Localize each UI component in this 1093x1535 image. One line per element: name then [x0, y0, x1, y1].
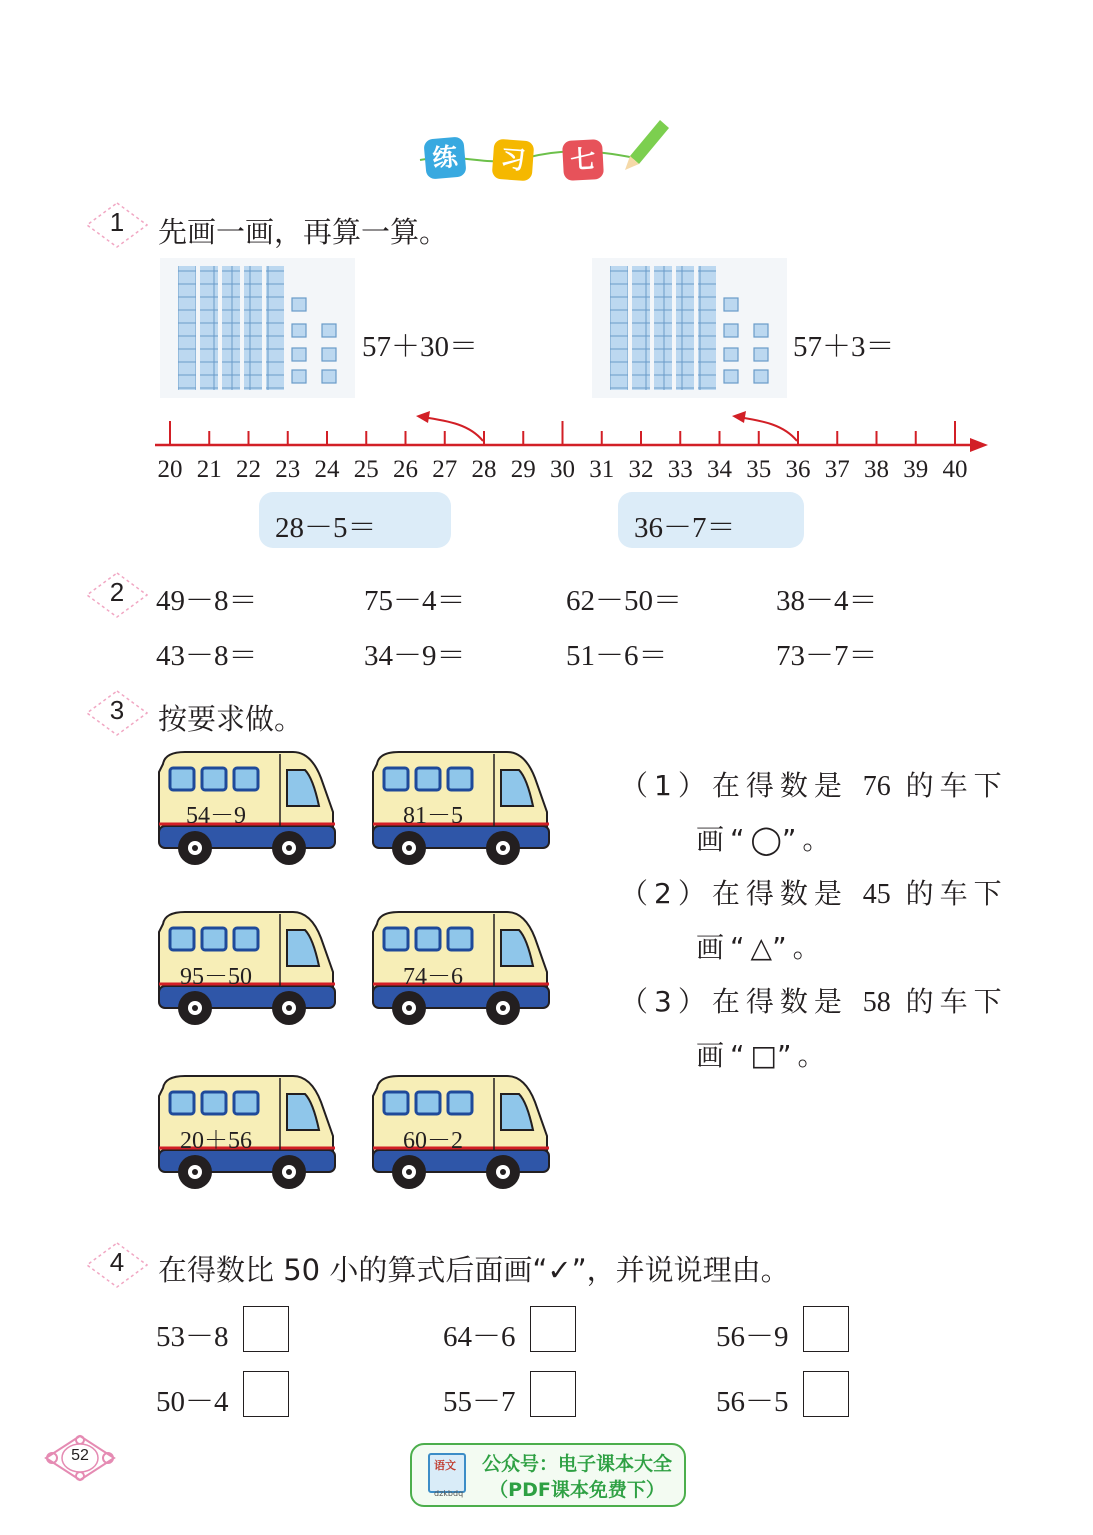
- number-line-arrow-icon: [970, 438, 988, 452]
- q3-instruction-2: （2）在得数是 45 的车下: [620, 877, 1008, 910]
- q2-expression: 51－6＝: [566, 640, 668, 672]
- number-line-label: 25: [353, 456, 379, 483]
- q3-instruction-1-line2: 画“◯”。: [696, 823, 837, 856]
- q3-instruction: 按要求做。: [158, 702, 304, 736]
- triangle-symbol: △: [750, 931, 773, 964]
- number-line-label: 40: [942, 456, 968, 483]
- number-line-label: 28: [471, 456, 497, 483]
- number-line-label: 26: [393, 456, 418, 483]
- q4-expression: 64－6: [443, 1321, 516, 1353]
- bus-expression: 60－2: [403, 1128, 463, 1154]
- number-line-label: 37: [824, 456, 850, 483]
- number-line-label: 27: [432, 456, 458, 483]
- q1-box-expression-left: 28－5＝: [275, 512, 377, 544]
- watermark-badge: [410, 1443, 686, 1507]
- q2-expression: 73－7＝: [776, 640, 878, 672]
- q4-answer-box[interactable]: [530, 1371, 576, 1417]
- base-ten-blocks-right: [592, 258, 787, 398]
- number-line-label: 23: [275, 456, 301, 483]
- question-number-2: 2: [86, 572, 148, 618]
- number-line-label: 24: [314, 456, 340, 483]
- square-symbol: □: [750, 1039, 777, 1072]
- number-line-label: 21: [196, 456, 222, 483]
- q4-instruction: 在得数比 50 小的算式后面画“✓”，并说说理由。: [158, 1253, 790, 1287]
- q4-answer-box[interactable]: [803, 1371, 849, 1417]
- title-char-1: 练: [423, 136, 466, 179]
- q3-instruction-3-line2: 画“□”。: [696, 1039, 832, 1072]
- q1-expression-left: 57＋30＝: [362, 331, 479, 363]
- q4-expression: 55－7: [443, 1386, 516, 1418]
- page-number: 52: [71, 1447, 89, 1464]
- number-line-label: 33: [667, 456, 693, 483]
- q1-instruction: 先画一画，再算一算。: [158, 215, 449, 249]
- number-line-label: 36: [785, 456, 811, 483]
- jump-arrow-right: [732, 411, 797, 441]
- number-line-label: 35: [746, 456, 772, 483]
- q1-expression-right: 57＋3＝: [793, 331, 895, 363]
- book-icon: 语文: [428, 1453, 466, 1493]
- watermark-icon-caption: dzkbdq: [434, 1489, 464, 1498]
- q3-instruction-3: （3）在得数是 58 的车下: [620, 985, 1008, 1018]
- q2-expression: 49－8＝: [156, 585, 258, 617]
- q2-expression: 62－50＝: [566, 585, 683, 617]
- base-ten-blocks-left: [160, 258, 355, 398]
- q2-expression: 75－4＝: [364, 585, 466, 617]
- question-number-4: 4: [86, 1242, 148, 1288]
- number-line-label: 32: [628, 456, 654, 483]
- q4-expression: 56－5: [716, 1386, 789, 1418]
- q4-answer-box[interactable]: [243, 1371, 289, 1417]
- circle-symbol: ◯: [750, 823, 782, 856]
- number-line: [140, 405, 1000, 460]
- q2-expression: 43－8＝: [156, 640, 258, 672]
- q4-answer-box[interactable]: [803, 1306, 849, 1352]
- q1-box-expression-right: 36－7＝: [634, 512, 736, 544]
- question-number-3: 3: [86, 690, 148, 736]
- q4-answer-box[interactable]: [530, 1306, 576, 1352]
- question-number-1: 1: [86, 202, 148, 248]
- number-line-label: 34: [707, 456, 732, 483]
- title-char-3: 七: [562, 139, 604, 181]
- cube-blocks-icon: [592, 258, 787, 398]
- number-line-label: 30: [550, 456, 575, 483]
- q2-expression: 34－9＝: [364, 640, 466, 672]
- q4-answer-box[interactable]: [243, 1306, 289, 1352]
- number-line-label: 29: [510, 456, 536, 483]
- title-char-2: 习: [492, 139, 535, 182]
- q4-expression: 50－4: [156, 1386, 229, 1418]
- pencil-icon: [625, 120, 669, 170]
- q4-expression: 53－8: [156, 1321, 229, 1353]
- bus-expression: 95－50: [180, 964, 252, 990]
- number-line-label: 22: [236, 456, 261, 483]
- q2-expression: 38－4＝: [776, 585, 878, 617]
- q4-expression: 56－9: [716, 1321, 789, 1353]
- watermark-line-1: 公众号：电子课本大全: [481, 1453, 672, 1475]
- number-line-label: 39: [903, 456, 929, 483]
- bus-expression: 20＋56: [180, 1128, 252, 1154]
- number-line-label: 31: [589, 456, 615, 483]
- q3-instruction-2-line2: 画“△”。: [696, 931, 827, 964]
- bus-expression: 54－9: [186, 803, 246, 829]
- cube-blocks-icon: [160, 258, 355, 398]
- bus-icon: [155, 750, 341, 868]
- number-line-label: 20: [157, 456, 183, 483]
- q3-instruction-1: （1）在得数是 76 的车下: [620, 769, 1008, 802]
- bus-expression: 74－6: [403, 964, 463, 990]
- jump-arrow-left: [416, 411, 483, 441]
- watermark-line-2: （PDF课本免费下）: [489, 1479, 665, 1501]
- bus-expression: 81－5: [403, 803, 463, 829]
- number-line-label: 38: [864, 456, 889, 483]
